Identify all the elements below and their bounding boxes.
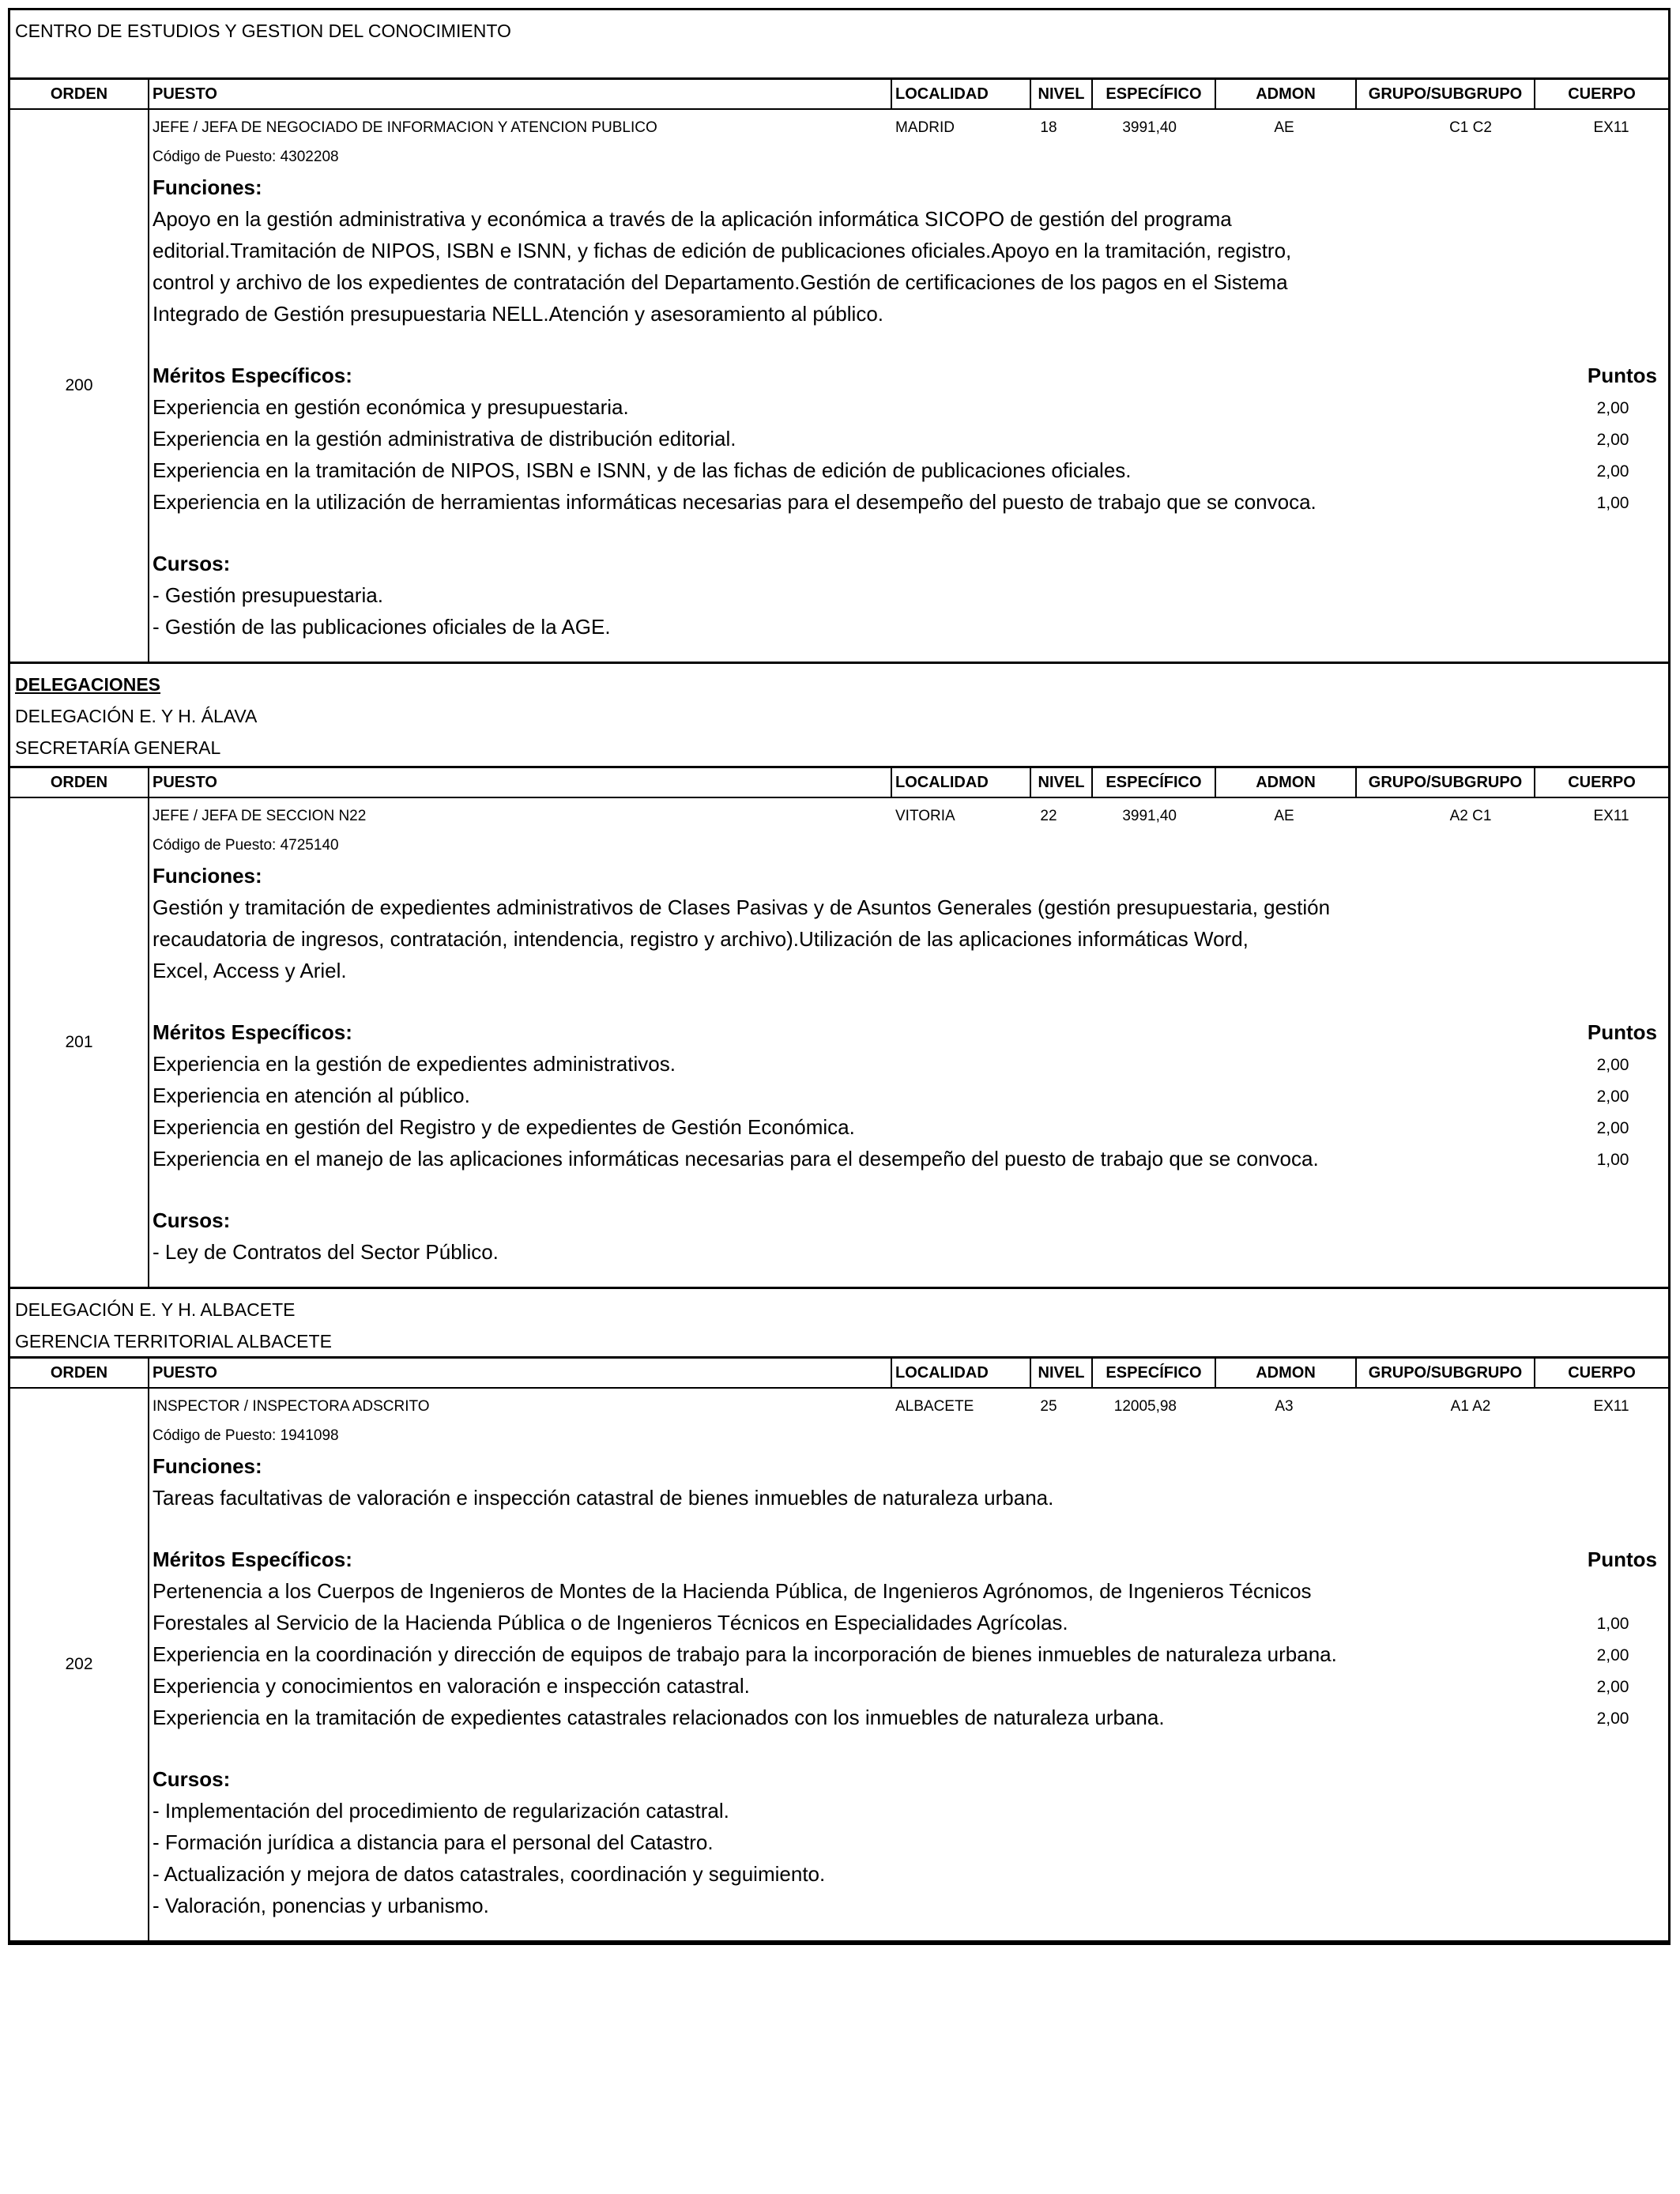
merito-text: Experiencia en la utilización de herramientas informáticas necesarias para el desempeño del puesto de trabajo que se convoca. <box>153 489 1317 514</box>
section-title: DELEGACIONES <box>15 674 161 695</box>
merito-row <box>149 1080 1668 1111</box>
codigo-puesto: Código de Puesto: 4302208 <box>153 149 339 165</box>
funciones-label: Funciones: <box>153 1454 262 1478</box>
codigo-puesto: Código de Puesto: 1941098 <box>153 1427 339 1444</box>
merito-text: Experiencia en la tramitación de NIPOS, ISBN e ISNN, y de las fichas de edición de publicaciones oficiales. <box>153 458 1132 482</box>
funciones-line: Apoyo en la gestión administrativa y económica a través de la aplicación informática SICOPO de gestión del programa <box>153 207 1232 231</box>
meritos-label-row <box>149 1544 1668 1575</box>
column-header-cuerpo: CUERPO <box>1568 1364 1636 1382</box>
position-especifico: 3991,40 <box>1122 808 1177 824</box>
column-header-grupo: GRUPO/SUBGRUPO <box>1357 768 1535 797</box>
cursos-label: Cursos: <box>153 552 231 575</box>
orden-number: 200 <box>65 376 93 394</box>
position-localidad: VITORIA <box>895 808 955 824</box>
funciones-line: control y archivo de los expedientes de contratación del Departamento.Gestión de certificaciones de los pagos en el Sistema <box>153 270 1288 294</box>
curso-item: - Actualización y mejora de datos catastrales, coordinación y seguimiento. <box>153 1862 826 1886</box>
column-header-puesto: PUESTO <box>149 1359 892 1387</box>
position-puesto: JEFE / JEFA DE NEGOCIADO DE INFORMACION Y ATENCION PUBLICO <box>153 119 657 136</box>
merito-puntos: 2,00 <box>1596 1646 1629 1664</box>
position-especifico: 12005,98 <box>1113 1398 1177 1415</box>
position-localidad: MADRID <box>895 119 955 136</box>
column-header-localidad: LOCALIDAD <box>892 1359 1031 1387</box>
merito-row <box>149 1638 1668 1670</box>
merito-puntos: 2,00 <box>1596 1710 1629 1728</box>
codigo-puesto: Código de Puesto: 4725140 <box>153 837 339 854</box>
puntos-label: Puntos <box>1587 1020 1657 1044</box>
merito-row <box>149 486 1668 518</box>
position-entry <box>10 798 1668 1289</box>
curso-item: - Ley de Contratos del Sector Público. <box>153 1240 499 1264</box>
column-header-especifico: ESPECÍFICO <box>1093 1359 1216 1387</box>
merito-text: Experiencia en la gestión administrativa de distribución editorial. <box>153 426 736 450</box>
merito-row <box>149 1670 1668 1702</box>
position-grupo: A1 A2 <box>1450 1398 1491 1415</box>
position-body <box>149 1389 1668 1940</box>
column-header-localidad: LOCALIDAD <box>892 768 1031 797</box>
position-cuerpo: EX11 <box>1593 1398 1629 1415</box>
merito-text: Experiencia y conocimientos en valoración e inspección catastral. <box>153 1673 750 1698</box>
funciones-line: Tareas facultativas de valoración e inspección catastral de bienes inmuebles de naturaleza urbana. <box>153 1486 1054 1510</box>
merito-text: Experiencia en la gestión de expedientes administrativos. <box>153 1051 676 1076</box>
position-body <box>149 110 1668 662</box>
curso-item: - Implementación del procedimiento de regularización catastral. <box>153 1799 729 1823</box>
document-table <box>8 8 1671 1945</box>
column-header-admon: ADMON <box>1216 768 1357 797</box>
column-header-grupo: GRUPO/SUBGRUPO <box>1357 1359 1535 1387</box>
position-body <box>149 798 1668 1287</box>
spacer <box>149 1733 1668 1763</box>
position-nivel: 25 <box>1040 1398 1057 1415</box>
column-header-orden: ORDEN <box>10 768 149 797</box>
puntos-label: Puntos <box>1587 1547 1657 1571</box>
orden-cell <box>10 110 149 662</box>
curso-item: - Valoración, ponencias y urbanismo. <box>153 1894 489 1917</box>
position-entry <box>10 110 1668 664</box>
section-header <box>10 664 1668 768</box>
meritos-label-row <box>149 1016 1668 1048</box>
column-header-cuerpo: CUERPO <box>1568 85 1636 103</box>
merito-row <box>149 1702 1668 1733</box>
merito-row <box>149 1111 1668 1143</box>
puntos-label: Puntos <box>1587 364 1657 387</box>
position-summary-row <box>149 116 1668 143</box>
position-especifico: 3991,40 <box>1122 119 1177 136</box>
cursos-label: Cursos: <box>153 1208 231 1232</box>
column-header-grupo: GRUPO/SUBGRUPO <box>1357 80 1535 108</box>
spacer <box>149 986 1668 1016</box>
merito-row <box>149 423 1668 454</box>
position-admon: A3 <box>1275 1398 1294 1415</box>
meritos-label: Méritos Específicos: <box>153 364 352 387</box>
merito-row <box>149 391 1668 423</box>
position-cuerpo: EX11 <box>1593 808 1629 824</box>
merito-puntos: 2,00 <box>1596 1119 1629 1137</box>
column-header-puesto: PUESTO <box>149 768 892 797</box>
merito-text: Experiencia en gestión económica y presupuestaria. <box>153 394 629 419</box>
funciones-line: Excel, Access y Ariel. <box>153 959 347 982</box>
merito-text: Forestales al Servicio de la Hacienda Pública o de Ingenieros Técnicos en Especialidades Agrícolas. <box>153 1610 1068 1634</box>
column-header-row <box>10 80 1668 110</box>
section-line: GERENCIA TERRITORIAL ALBACETE <box>15 1331 332 1351</box>
funciones-line: Gestión y tramitación de expedientes administrativos de Clases Pasivas y de Asuntos Generales (gestión presupuestaria, gestión <box>153 895 1331 919</box>
position-grupo: A2 C1 <box>1449 808 1492 824</box>
spacer <box>149 1514 1668 1544</box>
position-admon: AE <box>1274 119 1294 136</box>
column-header-admon: ADMON <box>1216 80 1357 108</box>
section-line: DELEGACIÓN E. Y H. ALBACETE <box>15 1299 296 1320</box>
merito-text: Pertenencia a los Cuerpos de Ingenieros de Montes de la Hacienda Pública, de Ingenieros Agrónomos, de Ingenieros Técnicos <box>153 1578 1312 1603</box>
spacer <box>149 518 1668 548</box>
section-line: CENTRO DE ESTUDIOS Y GESTION DEL CONOCIMIENTO <box>15 21 511 41</box>
section-line: SECRETARÍA GENERAL <box>15 737 221 758</box>
merito-puntos: 2,00 <box>1596 1088 1629 1106</box>
orden-cell <box>10 798 149 1287</box>
merito-row <box>149 1048 1668 1080</box>
column-header-especifico: ESPECÍFICO <box>1093 80 1216 108</box>
merito-puntos <box>1558 1589 1668 1593</box>
column-header-puesto: PUESTO <box>149 80 892 108</box>
merito-puntos: 1,00 <box>1596 1615 1629 1633</box>
column-header-especifico: ESPECÍFICO <box>1093 768 1216 797</box>
curso-item: - Gestión presupuestaria. <box>153 583 383 607</box>
column-header-row <box>10 768 1668 798</box>
column-header-localidad: LOCALIDAD <box>892 80 1031 108</box>
position-grupo: C1 C2 <box>1449 119 1492 136</box>
merito-text: Experiencia en la coordinación y dirección de equipos de trabajo para la incorporación de bienes inmuebles de naturaleza urbana. <box>153 1642 1337 1666</box>
merito-text: Experiencia en atención al público. <box>153 1083 470 1107</box>
meritos-label-row <box>149 360 1668 391</box>
curso-item: - Gestión de las publicaciones oficiales de la AGE. <box>153 615 611 639</box>
merito-puntos: 2,00 <box>1596 1678 1629 1696</box>
merito-puntos: 2,00 <box>1596 431 1629 449</box>
merito-text: Experiencia en la tramitación de expedientes catastrales relacionados con los inmuebles de naturaleza urbana. <box>153 1705 1165 1729</box>
meritos-label: Méritos Específicos: <box>153 1020 352 1044</box>
column-header-cuerpo: CUERPO <box>1568 774 1636 791</box>
merito-row <box>149 1575 1668 1607</box>
column-header-admon: ADMON <box>1216 1359 1357 1387</box>
merito-puntos: 2,00 <box>1596 462 1629 481</box>
position-puesto: INSPECTOR / INSPECTORA ADSCRITO <box>153 1398 430 1415</box>
spacer <box>149 330 1668 360</box>
merito-row <box>149 1143 1668 1174</box>
funciones-label: Funciones: <box>153 175 262 199</box>
funciones-label: Funciones: <box>153 864 262 888</box>
orden-number: 201 <box>65 1033 93 1051</box>
curso-item: - Formación jurídica a distancia para el personal del Catastro. <box>153 1830 714 1854</box>
column-header-row <box>10 1359 1668 1389</box>
column-header-orden: ORDEN <box>10 1359 149 1387</box>
section-header <box>10 10 1668 80</box>
position-puesto: JEFE / JEFA DE SECCION N22 <box>153 808 367 824</box>
column-header-nivel: NIVEL <box>1031 1359 1093 1387</box>
merito-puntos: 2,00 <box>1596 1056 1629 1074</box>
funciones-line: Integrado de Gestión presupuestaria NELL.Atención y asesoramiento al público. <box>153 302 884 326</box>
section-header <box>10 1289 1668 1359</box>
position-nivel: 22 <box>1040 808 1057 824</box>
merito-puntos: 1,00 <box>1596 494 1629 512</box>
position-admon: AE <box>1274 808 1294 824</box>
merito-row <box>149 1607 1668 1638</box>
funciones-line: recaudatoria de ingresos, contratación, intendencia, registro y archivo).Utilización de las aplicaciones informáticas Word, <box>153 927 1249 951</box>
position-localidad: ALBACETE <box>895 1398 974 1415</box>
orden-cell <box>10 1389 149 1940</box>
cursos-label: Cursos: <box>153 1767 231 1791</box>
position-summary-row <box>149 1395 1668 1422</box>
merito-puntos: 2,00 <box>1596 399 1629 417</box>
merito-text: Experiencia en el manejo de las aplicaciones informáticas necesarias para el desempeño del puesto de trabajo que se convoca. <box>153 1146 1319 1171</box>
merito-puntos: 1,00 <box>1596 1151 1629 1169</box>
spacer <box>149 1174 1668 1204</box>
column-header-nivel: NIVEL <box>1031 80 1093 108</box>
column-header-orden: ORDEN <box>10 80 149 108</box>
position-summary-row <box>149 805 1668 831</box>
funciones-line: editorial.Tramitación de NIPOS, ISBN e ISNN, y fichas de edición de publicaciones oficiales.Apoyo en la tramitación, registro, <box>153 239 1292 262</box>
merito-text: Experiencia en gestión del Registro y de expedientes de Gestión Económica. <box>153 1114 855 1139</box>
meritos-label: Méritos Específicos: <box>153 1547 352 1571</box>
position-nivel: 18 <box>1040 119 1057 136</box>
position-cuerpo: EX11 <box>1593 119 1629 136</box>
position-entry <box>10 1389 1668 1943</box>
section-line: DELEGACIÓN E. Y H. ÁLAVA <box>15 706 258 726</box>
orden-number: 202 <box>65 1655 93 1673</box>
column-header-nivel: NIVEL <box>1031 768 1093 797</box>
merito-row <box>149 454 1668 486</box>
